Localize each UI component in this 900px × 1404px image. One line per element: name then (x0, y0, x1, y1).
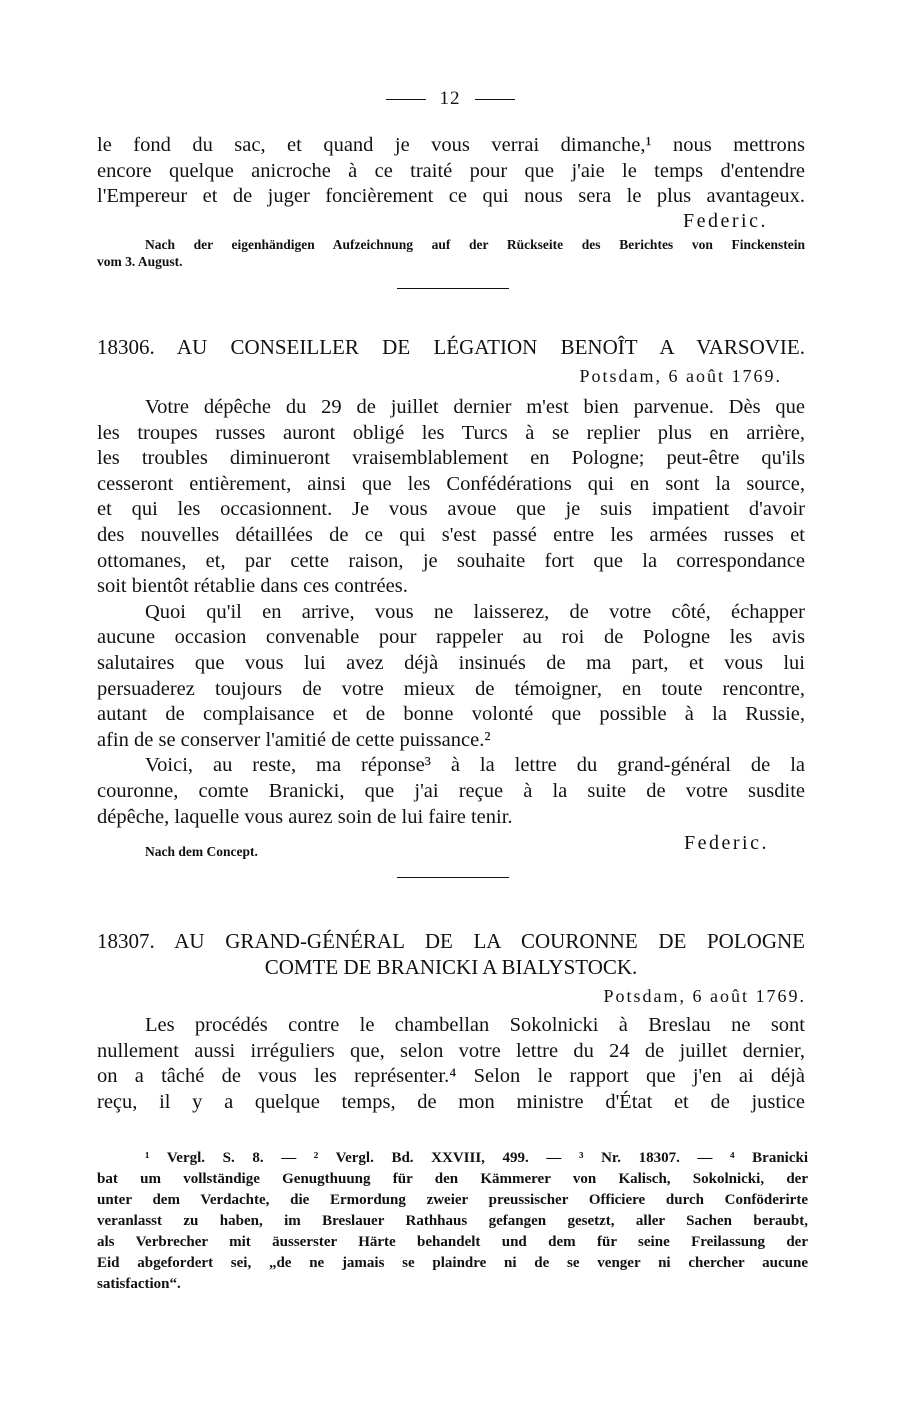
heading-line: COMTE DE BRANICKI A BIALYSTOCK. (264, 955, 638, 979)
signature: Federic. (683, 210, 768, 232)
page-number: 12 (439, 88, 461, 109)
text-line: salutaires que vous lui avez déjà insinués de ma part, et vous lui (97, 651, 805, 674)
header-rule-right (475, 99, 515, 100)
note-line: Nach der eigenhändigen Aufzeichnung auf der Rückseite des Berichtes von Finckenstein (145, 237, 805, 252)
place-date: Potsdam, 6 août 1769. (603, 986, 806, 1006)
section-divider (397, 877, 509, 878)
text-line: nullement aussi irréguliers que, selon votre lettre du 24 de juillet dernier, (97, 1039, 805, 1062)
heading-line: 18307. AU GRAND-GÉNÉRAL DE LA COURONNE DE POLOGNE (97, 929, 805, 953)
text-line: les troubles diminueront vraisemblablement en Pologne; peut-être qu'ils (97, 447, 805, 470)
footnote-line: satisfaction“. (97, 1276, 181, 1292)
letter-heading (97, 334, 805, 360)
text-line: soit bientôt rétablie dans ces contrées. (97, 575, 408, 598)
footnotes (97, 1148, 808, 1295)
text-line: les troupes russes auront obligé les Turcs à se replier plus en arrière, (97, 421, 805, 444)
text-line: reçu, il y a quelque temps, de mon ministre d'État et de justice (97, 1090, 805, 1113)
page-header (0, 88, 900, 110)
text-line: Voici, au reste, ma réponse³ à la lettre du grand-général de la (145, 754, 805, 777)
text-line: afin de se conserver l'amitié de cette puissance.² (97, 728, 491, 751)
text-line: des nouvelles détaillées de ce qui s'est passé entre les armées russes et (97, 523, 805, 546)
text-line: Votre dépêche du 29 de juillet dernier m'est bien parvenue. Dès que (145, 396, 805, 418)
text-line: Quoi qu'il en arrive, vous ne laisserez, de votre côté, échapper (145, 600, 805, 623)
text-line: et qui les occasionnent. Je vous avoue que je suis impatient d'avoir (97, 498, 805, 521)
intro-text (97, 133, 805, 210)
section-divider (397, 288, 509, 289)
text-line: dépêche, laquelle vous aurez soin de lui faire tenir. (97, 805, 513, 828)
text-line: Les procédés contre le chambellan Sokolnicki à Breslau ne sont (145, 1014, 805, 1036)
text-line: couronne, comte Branicki, que j'ai reçue à la suite de votre susdite (97, 779, 805, 802)
text-line: autant de complaisance et de bonne volonté que possible à la Russie, (97, 703, 805, 726)
text-line: le fond du sac, et quand je vous verrai dimanche,¹ nous mettrons (97, 134, 805, 156)
source-note: Nach dem Concept. (145, 844, 258, 859)
text-line: aucune occasion convenable pour rappeler au roi de Pologne les avis (97, 626, 805, 649)
text-line: l'Empereur et de juger foncièrement ce qui nous sera le plus avantageux. (97, 185, 805, 208)
letter-body (97, 1013, 805, 1115)
signature: Federic. (684, 832, 769, 854)
footnote-line: bat um vollständige Genugthuung für den Kämmerer von Kalisch, Sokolnicki, der (97, 1171, 808, 1187)
footnote-line: ¹ Vergl. S. 8. — ² Vergl. Bd. XXVIII, 499. — ³ Nr. 18307. — ⁴ Branicki (145, 1150, 808, 1166)
footnote-line: veranlasst zu haben, im Breslauer Rathhaus gefangen gesetzt, aller Sachen beraubt, (97, 1213, 808, 1229)
footnote-line: unter dem Verdachte, die Ermordung zweier preussischer Officiere durch Conföderirte (97, 1192, 808, 1208)
place-date: Potsdam, 6 août 1769. (579, 366, 782, 386)
text-line: cesseront entièrement, ainsi que les Confédérations qui en sont la source, (97, 472, 805, 495)
heading-line: 18306. AU CONSEILLER DE LÉGATION BENOÎT A VARSOVIE. (97, 335, 805, 359)
footnote-line: als Verbrecher mit äusserster Härte behandelt und dem für seine Freilassung der (97, 1234, 808, 1250)
text-line: ottomanes, et, par cette raison, je souhaite fort que la correspondance (97, 549, 805, 572)
text-line: on a tâché de vous les représenter.⁴ Selon le rapport que j'en ai déjà (97, 1065, 805, 1088)
note-line: vom 3. August. (97, 254, 183, 269)
letter-heading (97, 928, 805, 980)
footnote-line: Eid abgefordert sei, „de ne jamais se plaindre ni de se venger ni chercher aucune (97, 1255, 808, 1271)
text-line: persuaderez toujours de votre mieux de témoigner, en toute rencontre, (97, 677, 805, 700)
text-line: encore quelque anicroche à ce traité pour que j'aie le temps d'entendre (97, 159, 805, 182)
letter-body (97, 395, 805, 830)
header-rule-left (386, 99, 426, 100)
source-note (97, 236, 805, 270)
